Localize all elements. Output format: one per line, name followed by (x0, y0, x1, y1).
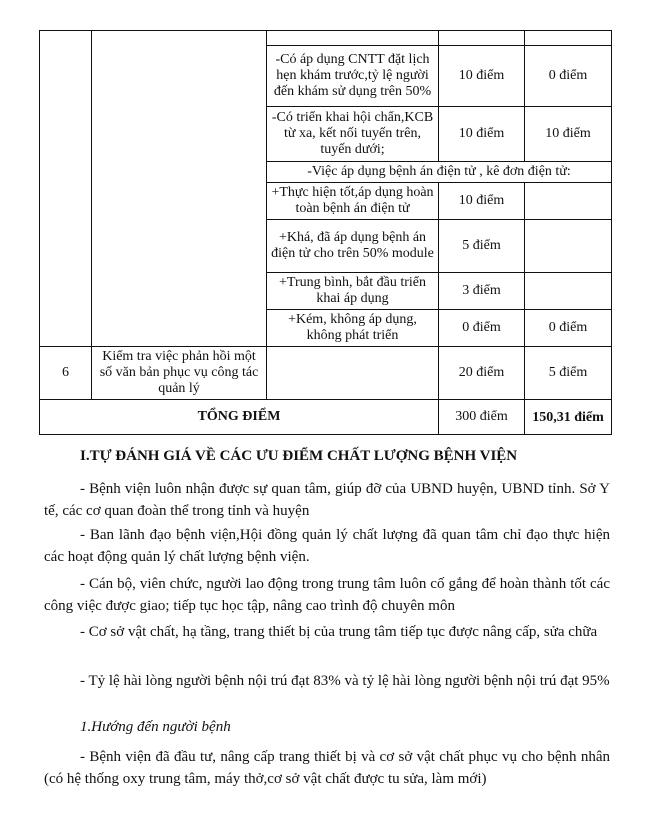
paragraph: - Bệnh viện đã đầu tư, nâng cấp trang thiết bị và cơ sở vật chất phục vụ cho bệnh nhân (có hệ thống oxy trung tâm, máy thở,cơ sở vật chất được tu sửa, làm mới) (44, 749, 610, 787)
score-table (39, 30, 612, 435)
max-score-cell: 10 điểm (439, 107, 525, 162)
self-score-cell (525, 220, 612, 273)
max-score-cell: 0 điểm (439, 310, 525, 347)
self-score-cell (525, 31, 612, 46)
max-score-cell: 3 điểm (439, 273, 525, 310)
paragraph: - Bệnh viện luôn nhận được sự quan tâm, giúp đỡ của UBND huyện, UBND tỉnh. Sở Y tế, các cơ quan đoàn thể trong tỉnh và huyện (44, 481, 610, 519)
subheading: 1.Hướng đến người bệnh (80, 719, 231, 735)
section-heading: I.TỰ ĐÁNH GIÁ VỀ CÁC ƯU ĐIỂM CHẤT LƯỢNG BỆNH VIỆN (80, 448, 518, 464)
total-row (40, 400, 612, 435)
criteria-cell: +Khá, đã áp dụng bệnh án điện tử cho trên 50% module (267, 220, 439, 273)
self-score-cell: 10 điểm (525, 107, 612, 162)
paragraph: - Cơ sở vật chất, hạ tầng, trang thiết bị của trung tâm tiếp tục được nâng cấp, sửa chữa (80, 624, 598, 640)
paragraph: - Ban lãnh đạo bệnh viện,Hội đồng quản lý chất lượng đã quan tâm chỉ đạo thực hiện các hoạt động quản lý chất lượng bệnh viện. (44, 527, 610, 565)
self-score-cell: 5 điểm (525, 347, 612, 400)
table-row (40, 31, 612, 46)
table-row (40, 347, 612, 400)
content-cell (92, 31, 267, 347)
total-label: TỔNG ĐIỂM (40, 400, 439, 435)
criteria-cell (267, 347, 439, 400)
criteria-cell: -Có áp dụng CNTT đặt lịch hẹn khám trước,tỷ lệ người đến khám sử dụng trên 50% (267, 46, 439, 107)
max-score-cell: 10 điểm (439, 183, 525, 220)
self-score-cell (525, 273, 612, 310)
criteria-cell: +Thực hiện tốt,áp dụng hoàn toàn bệnh án điện tử (267, 183, 439, 220)
stt-cell: 6 (40, 347, 92, 400)
max-score-cell (439, 31, 525, 46)
stt-cell (40, 31, 92, 347)
max-score-cell: 5 điểm (439, 220, 525, 273)
criteria-cell (267, 31, 439, 46)
paragraph: - Cán bộ, viên chức, người lao động trong trung tâm luôn cố gắng để hoàn thành tốt các công việc được giao; tiếp tục học tập, nâng cao trình độ chuyên môn (44, 576, 610, 614)
total-self-score: 150,31 điểm (525, 400, 612, 435)
max-score-cell: 10 điểm (439, 46, 525, 107)
self-score-cell (525, 183, 612, 220)
criteria-cell: +Trung bình, bắt đầu triển khai áp dụng (267, 273, 439, 310)
criteria-cell: -Có triển khai hội chẩn,KCB từ xa, kết nối tuyến trên, tuyến dưới; (267, 107, 439, 162)
self-score-cell: 0 điểm (525, 310, 612, 347)
content-cell: Kiểm tra việc phản hồi một số văn bản phục vụ công tác quản lý (92, 347, 267, 400)
criteria-cell: +Kém, không áp dụng, không phát triển (267, 310, 439, 347)
paragraph: - Tỷ lệ hài lòng người bệnh nội trú đạt 83% và tỷ lệ hài lòng người bệnh nội trú đạt 95% (80, 673, 610, 689)
self-score-cell: 0 điểm (525, 46, 612, 107)
total-max-score: 300 điểm (439, 400, 525, 435)
criteria-cell: -Việc áp dụng bệnh án điện tử , kê đơn điện tử: (267, 162, 612, 183)
max-score-cell: 20 điểm (439, 347, 525, 400)
